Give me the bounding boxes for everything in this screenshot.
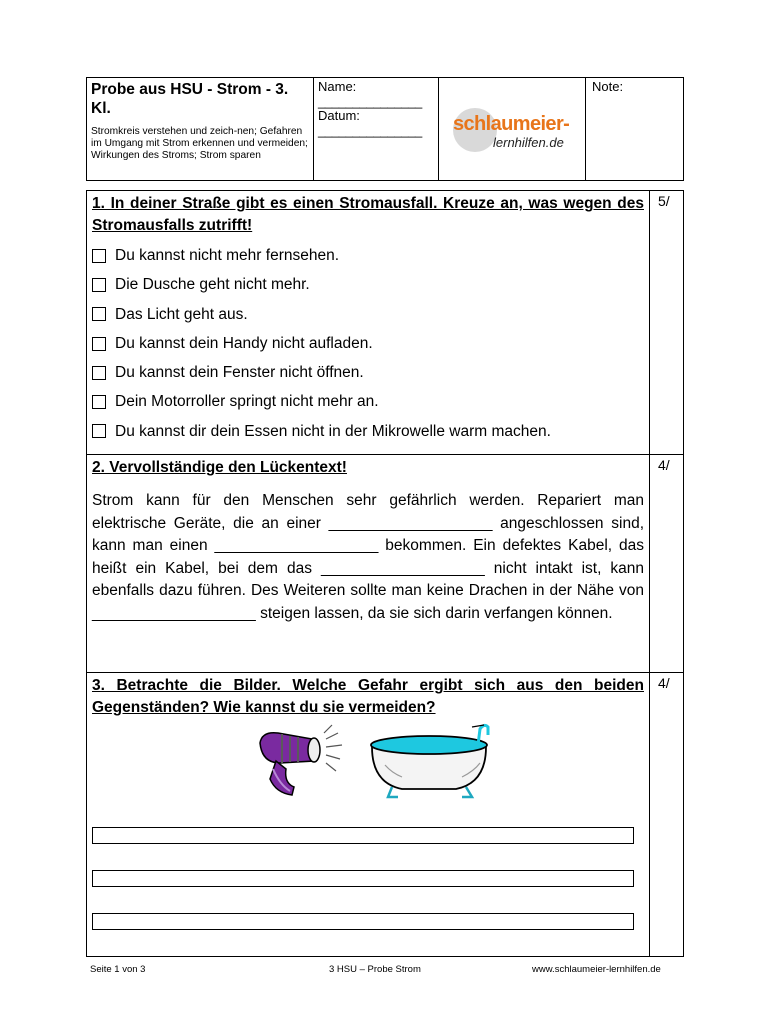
task-2 <box>87 455 649 672</box>
pictures-svg <box>242 721 502 801</box>
option-4[interactable] <box>92 329 644 358</box>
exercise-table <box>86 190 684 957</box>
task-1-points: 5/ <box>649 191 683 454</box>
cloze-part: steigen lassen, da sie sich darin verfangen können. <box>255 604 613 622</box>
option-7[interactable] <box>92 417 644 446</box>
logo-word-lernhilfen: lernhilfen.de <box>493 135 564 150</box>
name-label: Name: <box>318 79 357 94</box>
hairdryer-icon <box>260 725 342 795</box>
task-1-question: 1. In deiner Straße gibt es einen Stromausfall. Kreuze an, was wegen des Stromausfalls zutrifft! <box>92 195 644 234</box>
header-name-cell <box>314 78 439 180</box>
option-label: Du kannst dir dein Essen nicht in der Mikrowelle warm machen. <box>115 422 551 440</box>
checkbox[interactable] <box>92 424 106 438</box>
logo-word-schlaumeier: schlaumeier- <box>453 113 570 135</box>
checkbox[interactable] <box>92 307 106 321</box>
header-title-cell <box>87 78 314 180</box>
task-1-options <box>92 241 644 446</box>
cloze-part: Strom kann für den Menschen sehr gefährlich werden. Repariert man elektrische Geräte, die an einer <box>92 492 644 532</box>
option-2[interactable] <box>92 270 644 299</box>
schlaumeier-logo <box>449 102 577 156</box>
option-label: Du kannst dein Fenster nicht öffnen. <box>115 364 364 382</box>
answer-field-2[interactable] <box>92 870 634 887</box>
task-3-question: 3. Betrachte die Bilder. Welche Gefahr ergibt sich aus den beiden Gegenständen? Wie kannst du sie vermeiden? <box>92 677 644 716</box>
checkbox[interactable] <box>92 337 106 351</box>
date-label: Datum: <box>318 108 360 123</box>
task-3-pictures <box>242 721 502 801</box>
option-label: Die Dusche geht nicht mehr. <box>115 276 310 294</box>
footer-page: Seite 1 von 3 <box>90 964 146 975</box>
checkbox[interactable] <box>92 395 106 409</box>
checkbox[interactable] <box>92 249 106 263</box>
cloze-gap-2[interactable]: ___________________ <box>214 537 379 554</box>
checkbox[interactable] <box>92 278 106 292</box>
answer-field-1[interactable] <box>92 827 634 844</box>
header-logo-cell <box>439 78 586 180</box>
header-table <box>86 77 684 181</box>
checkbox[interactable] <box>92 366 106 380</box>
header-grade-cell <box>586 78 683 180</box>
cloze-gap-3[interactable]: ___________________ <box>320 559 485 577</box>
name-line: _______________ <box>318 94 422 109</box>
cloze-text <box>92 490 644 625</box>
test-title: Probe aus HSU - Strom - 3. Kl. <box>91 81 289 117</box>
cloze-gap-4[interactable]: ___________________ <box>92 604 256 622</box>
option-label: Du kannst dein Handy nicht aufladen. <box>115 334 373 352</box>
cloze-part: nicht intakt ist, kann ebenfalls dazu führen. Des Weiteren sollte man keine Drachen in der Nähe von <box>92 559 644 599</box>
footer-title: 3 HSU – Probe Strom <box>329 964 421 975</box>
date-line: _______________ <box>318 123 422 138</box>
option-1[interactable] <box>92 241 644 270</box>
test-topics: Stromkreis verstehen und zeich-nen; Gefahren im Umgang mit Strom erkennen und vermeiden; Wirkungen des Stroms; Strom sparen <box>91 126 308 161</box>
task-2-points: 4/ <box>649 455 683 672</box>
grade-label: Note: <box>592 79 624 94</box>
task-3-points: 4/ <box>649 673 683 956</box>
option-label: Dein Motorroller springt nicht mehr an. <box>115 393 379 411</box>
option-label: Das Licht geht aus. <box>115 305 248 323</box>
option-6[interactable] <box>92 387 644 416</box>
footer-url[interactable]: www.schlaumeier-lernhilfen.de <box>532 964 661 975</box>
option-5[interactable] <box>92 358 644 387</box>
option-3[interactable] <box>92 300 644 329</box>
cloze-gap-1[interactable]: ___________________ <box>328 514 493 532</box>
bathtub-icon <box>371 725 488 797</box>
answer-field-3[interactable] <box>92 913 634 930</box>
cloze-part: bekommen. Ein defektes Kabel, das heißt ein Kabel, bei dem das <box>92 537 645 577</box>
cloze-part: angeschlossen sind, kann man einen <box>92 514 644 554</box>
task-1 <box>87 191 649 454</box>
option-label: Du kannst nicht mehr fernsehen. <box>115 247 340 264</box>
task-2-question: 2. Vervollständige den Lückentext! <box>92 459 347 476</box>
